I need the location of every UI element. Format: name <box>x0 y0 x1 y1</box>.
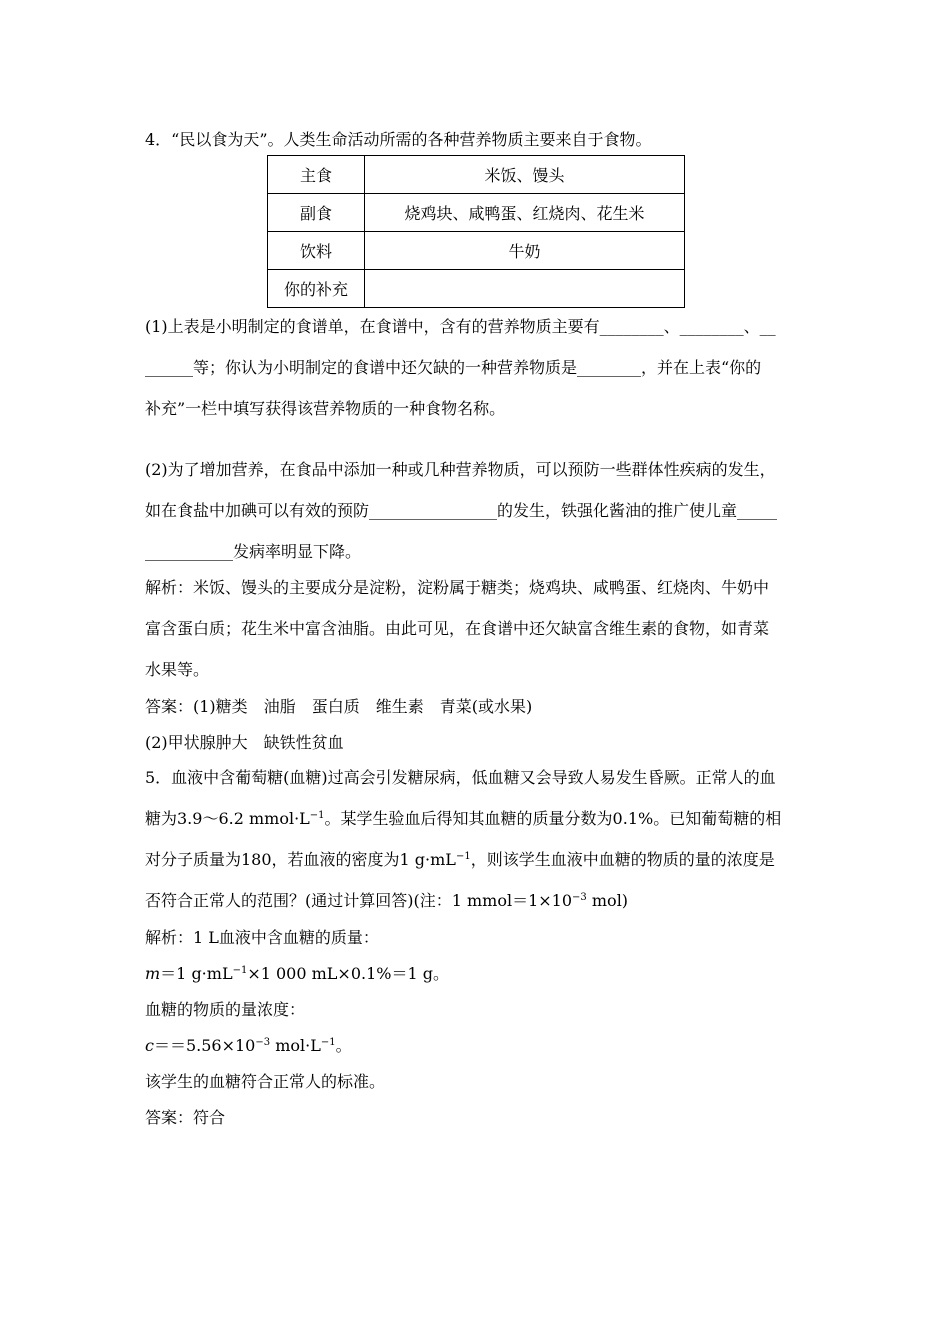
superscript: −1 <box>320 1037 336 1048</box>
question-4-title: 4．“民以食为天”。人类生命活动所需的各种营养物质主要来自于食物。 <box>145 130 652 149</box>
variable: c <box>145 1036 154 1055</box>
solution-line-3: 血糖的物质的量浓度： <box>145 1000 306 1019</box>
answer-label: 答案：(1)糖类 <box>145 697 248 716</box>
table-row <box>268 270 685 308</box>
text-segment: ×1 000 mL×0.1%＝1 g。 <box>247 964 449 983</box>
text-segment: mol) <box>586 891 629 910</box>
table-row <box>268 194 685 232</box>
table-label-cell: 你的补充 <box>268 270 365 308</box>
superscript: −1 <box>309 810 325 821</box>
part-2-line-3: ___________发病率明显下降。 <box>145 542 362 561</box>
part-2-line-1: (2)为了增加营养，在食品中添加一种或几种营养物质，可以预防一些群体性疾病的发生， <box>145 460 776 479</box>
superscript: −1 <box>232 965 248 976</box>
menu-table <box>267 155 685 308</box>
answer-item: 青菜(或水果) <box>439 697 533 716</box>
answer-final: 答案：符合 <box>145 1108 226 1127</box>
question-5-line-1: 5．血液中含葡萄糖(血糖)过高会引发糖尿病，低血糖又会导致人易发生昏厥。正常人的血 <box>145 768 776 787</box>
text-segment: 否符合正常人的范围？(通过计算回答)(注：1 mmol＝1×10 <box>145 891 573 910</box>
table-value-cell: 烧鸡块、咸鸭蛋、红烧肉、花生米 <box>365 194 685 232</box>
analysis-line-2: 富含蛋白质；花生米中富含油脂。由此可见，在食谱中还欠缺富含维生素的食物，如青菜 <box>145 619 770 638</box>
text-segment: ＝1 g·mL <box>160 964 233 983</box>
variable: m <box>145 964 161 983</box>
text-segment: 。某学生验血后得知其血糖的质量分数为0.1%。已知葡萄糖的相 <box>324 809 782 828</box>
table-value-cell: 米饭、馒头 <box>365 156 685 194</box>
question-5-line-3 <box>145 848 810 872</box>
analysis-line-3: 水果等。 <box>145 660 210 679</box>
text-segment: 对分子质量为180，若血液的密度为1 g·mL <box>145 850 456 869</box>
answer-line-1 <box>145 695 810 719</box>
text-segment: 糖为3.9～6.2 mmol·L <box>145 809 310 828</box>
part-1-line-1: (1)上表是小明制定的食谱单，在食谱中，含有的营养物质主要有________、________、__ <box>145 317 776 336</box>
question-5-line-2 <box>145 807 810 831</box>
text-segment: ，则该学生血液中血糖的物质的量的浓度是 <box>470 850 775 869</box>
answer-item: 缺铁性贫血 <box>263 733 344 752</box>
part-1-line-3: 补充”一栏中填写获得该营养物质的一种食物名称。 <box>145 399 506 418</box>
solution-line-5: 该学生的血糖符合正常人的标准。 <box>145 1072 386 1091</box>
table-label-cell: 饮料 <box>268 232 365 270</box>
superscript: −3 <box>255 1037 271 1048</box>
solution-line-1: 解析：1 L血液中含血糖的质量： <box>145 928 379 947</box>
solution-line-2 <box>145 962 810 986</box>
answer-item: 维生素 <box>375 697 424 716</box>
superscript: −1 <box>455 851 471 862</box>
superscript: −3 <box>572 892 587 903</box>
table-label-cell: 副食 <box>268 194 365 232</box>
question-5-line-4 <box>145 889 810 913</box>
part-1-line-2: ______等；你认为小明制定的食谱中还欠缺的一种营养物质是________，并在上表“你的 <box>145 358 762 377</box>
answer-item: (2)甲状腺肿大 <box>145 733 248 752</box>
text-segment: mol·L <box>270 1036 321 1055</box>
analysis-line-1: 解析：米饭、馒头的主要成分是淀粉，淀粉属于糖类；烧鸡块、咸鸭蛋、红烧肉、牛奶中 <box>145 578 770 597</box>
text-segment: 。 <box>335 1036 352 1055</box>
answer-item: 蛋白质 <box>311 697 360 716</box>
table-row <box>268 156 685 194</box>
table-value-cell <box>365 270 685 308</box>
table-value-cell: 牛奶 <box>365 232 685 270</box>
text-segment: ＝＝5.56×10 <box>153 1036 256 1055</box>
table-label-cell: 主食 <box>268 156 365 194</box>
answer-line-2 <box>145 731 810 755</box>
solution-line-4 <box>145 1034 810 1058</box>
part-2-line-2: 如在食盐中加碘可以有效的预防________________的发生，铁强化酱油的推广使儿童_____ <box>145 501 778 520</box>
answer-item: 油脂 <box>263 697 296 716</box>
table-row <box>268 232 685 270</box>
